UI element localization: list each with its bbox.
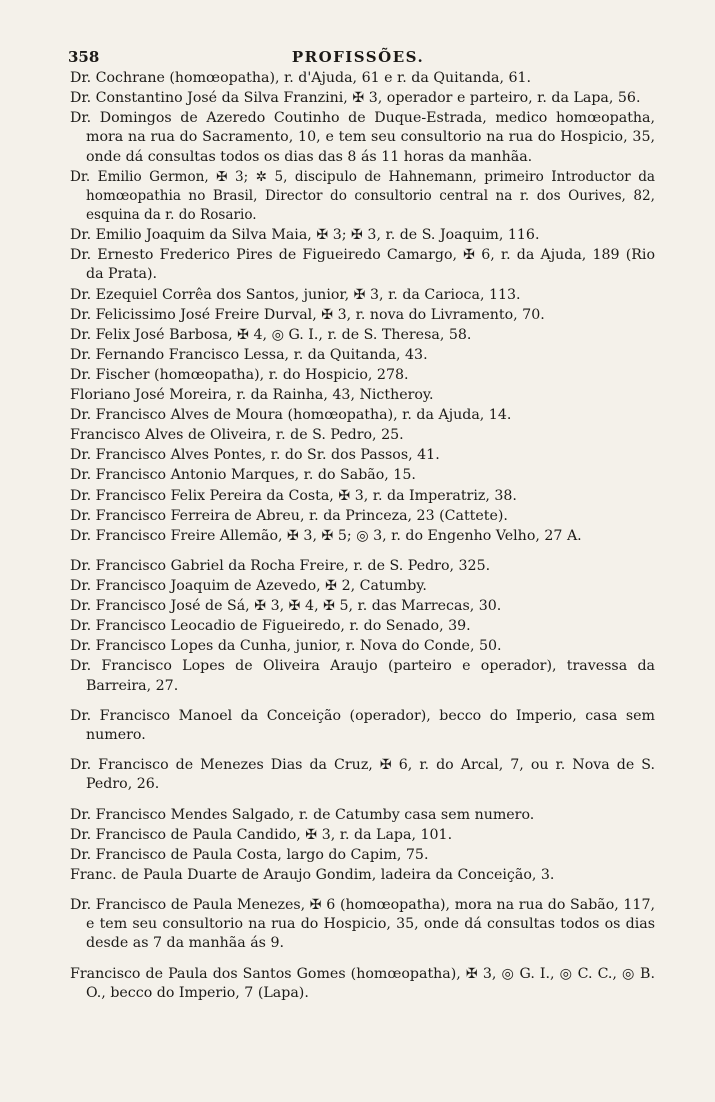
list-item: Dr. Fernando Francisco Lessa, r. da Quitanda, 43. [70,346,428,363]
section-title: PROFISSÕES. [291,48,425,66]
entry-list [70,69,655,1004]
list-item: Dr. Cochrane (homœopatha), r. d'Ajuda, 61 e r. da Quitanda, 61. [70,70,532,86]
list-item: Dr. Francisco Joaquim de Azevedo, ✠ 2, Catumby. [70,578,427,594]
list-item: Dr. Francisco Mendes Salgado, r. de Catumby casa sem numero. [70,806,535,823]
list-item: Dr. Francisco José de Sá, ✠ 3, ✠ 4, ✠ 5, r. das Marrecas, 30. [70,598,502,615]
list-item: Franc. de Paula Duarte de Araujo Gondim, ladeira da Conceição, 3. [70,866,555,883]
list-item: Dr. Francisco Antonio Marques, r. do Sabão, 15. [70,467,416,484]
page-number: 358 [68,48,100,66]
list-item: Dr. Felicissimo José Freire Durval, ✠ 3, r. nova do Livramento, 70. [70,306,545,323]
list-item: Dr. Francisco Freire Allemão, ✠ 3, ✠ 5; ◎ 3, r. do Engenho Velho, 27 A. [70,527,582,544]
list-item: Dr. Francisco de Paula Menezes, ✠ 6 (homœopatha), mora na rua do Sabão, 117, e tem seu consultorio na rua do Hospicio, 35, onde dá consultas todos os dias desde as 7 da manhãa ás 9. [70,897,655,952]
list-item: Dr. Francisco de Paula Costa, largo do Capim, 75. [70,846,429,863]
list-item: Dr. Emilio Germon, ✠ 3; ✲ 5, discipulo de Hahnemann, primeiro Introductor da homœopathia no Brasil, Director do consultorio central na r. dos Ourives, 82, esquina da r. do Rosario. [70,168,655,224]
list-item: Dr. Francisco Alves Pontes, r. do Sr. dos Passos, 41. [70,447,440,464]
list-item: Dr. Constantino José da Silva Franzini, ✠ 3, operador e parteiro, r. da Lapa, 56. [70,90,641,107]
page-header [68,48,648,70]
list-item: Dr. Emilio Joaquim da Silva Maia, ✠ 3; ✠ 3, r. de S. Joaquim, 116. [70,227,540,244]
list-item: Dr. Francisco Ferreira de Abreu, r. da Princeza, 23 (Cattete). [70,507,508,524]
list-item: Dr. Ernesto Frederico Pires de Figueiredo Camargo, ✠ 6, r. da Ajuda, 189 (Rio da Prata). [70,247,655,283]
list-item: Dr. Francisco de Paula Candido, ✠ 3, r. da Lapa, 101. [70,826,453,843]
list-item: Dr. Francisco Felix Pereira da Costa, ✠ 3, r. da Imperatriz, 38. [70,487,517,504]
list-item: Dr. Francisco Leocadio de Figueiredo, r. do Senado, 39. [70,618,471,635]
list-item: Dr. Francisco Lopes de Oliveira Araujo (parteiro e operador), travessa da Barreira, 27. [70,658,655,694]
list-item: Dr. Francisco Manoel da Conceição (operador), becco do Imperio, casa sem numero. [70,707,655,743]
list-item: Francisco Alves de Oliveira, r. de S. Pedro, 25. [70,427,404,444]
list-item: Francisco de Paula dos Santos Gomes (homœopatha), ✠ 3, ◎ G. I., ◎ C. C., ◎ B. O., becco do Imperio, 7 (Lapa). [70,965,655,1001]
list-item: Dr. Francisco Alves de Moura (homœopatha), r. da Ajuda, 14. [70,407,512,424]
list-item: Floriano José Moreira, r. da Rainha, 43, Nictheroy. [70,387,434,404]
list-item: Dr. Fischer (homœopatha), r. do Hospicio, 278. [70,366,409,383]
list-item: Dr. Francisco de Menezes Dias da Cruz, ✠ 6, r. do Arcal, 7, ou r. Nova de S. Pedro, 26. [70,757,655,793]
list-item: Dr. Francisco Gabriel da Rocha Freire, r. de S. Pedro, 325. [70,557,491,574]
list-item: Dr. Francisco Lopes da Cunha, junior, r. Nova do Conde, 50. [70,638,502,655]
list-item: Dr. Felix José Barbosa, ✠ 4, ◎ G. I., r. de S. Theresa, 58. [70,326,472,343]
list-item: Dr. Domingos de Azeredo Coutinho de Duque-Estrada, medico homœopatha, mora na rua do Sacramento, 10, e tem seu consultorio na rua do Hospicio, 35, onde dá consultas todos os dias das 8 ás 11 horas da manhãa. [70,110,655,165]
list-item: Dr. Ezequiel Corrêa dos Santos, junior, ✠ 3, r. da Carioca, 113. [70,286,521,303]
